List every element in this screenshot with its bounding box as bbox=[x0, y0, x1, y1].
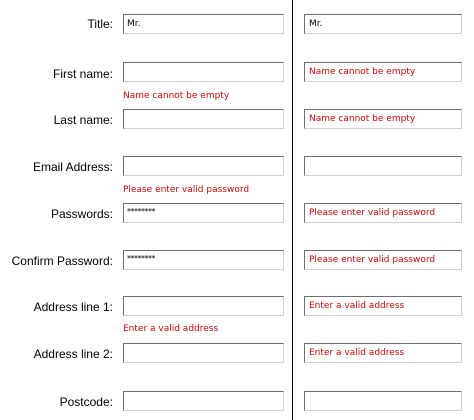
address-line-2-field[interactable] bbox=[123, 343, 284, 363]
right-first-name-message: Name cannot be empty bbox=[304, 62, 462, 82]
right-email-message bbox=[304, 156, 462, 176]
email-error: Please enter valid password bbox=[123, 185, 250, 195]
email-label: Email Address: bbox=[32, 160, 113, 174]
address-line-1-label: Address line 1: bbox=[33, 300, 113, 314]
confirm-password-field[interactable]: ******** bbox=[123, 250, 284, 270]
right-confirm-password-message: Please enter valid password bbox=[304, 250, 462, 270]
title-field[interactable]: Mr. bbox=[123, 14, 284, 34]
last-name-field[interactable] bbox=[123, 109, 284, 129]
postcode-label: Postcode: bbox=[59, 395, 113, 409]
right-passwords-message: Please enter valid password bbox=[304, 203, 462, 223]
confirm-password-label: Confirm Password: bbox=[11, 254, 113, 268]
right-address-line-2-message: Enter a valid address bbox=[304, 343, 462, 363]
address-line-2-label: Address line 2: bbox=[33, 347, 113, 361]
postcode-field[interactable] bbox=[123, 391, 284, 411]
title-label: Title: bbox=[87, 17, 113, 31]
passwords-label: Passwords: bbox=[50, 207, 113, 221]
email-field[interactable] bbox=[123, 156, 284, 176]
password-field[interactable]: ******** bbox=[123, 203, 284, 223]
first-name-field[interactable] bbox=[123, 62, 284, 82]
right-title-box: Mr. bbox=[304, 14, 462, 34]
right-postcode-message bbox=[304, 391, 462, 411]
right-last-name-message: Name cannot be empty bbox=[304, 109, 462, 129]
first-name-label: First name: bbox=[52, 67, 113, 81]
right-address-line-1-message: Enter a valid address bbox=[304, 296, 462, 316]
address-line-1-error: Enter a valid address bbox=[123, 324, 219, 334]
first-name-error: Name cannot be empty bbox=[123, 91, 230, 101]
address-line-1-field[interactable] bbox=[123, 296, 284, 316]
column-divider bbox=[292, 0, 293, 420]
last-name-label: Last name: bbox=[53, 113, 113, 127]
